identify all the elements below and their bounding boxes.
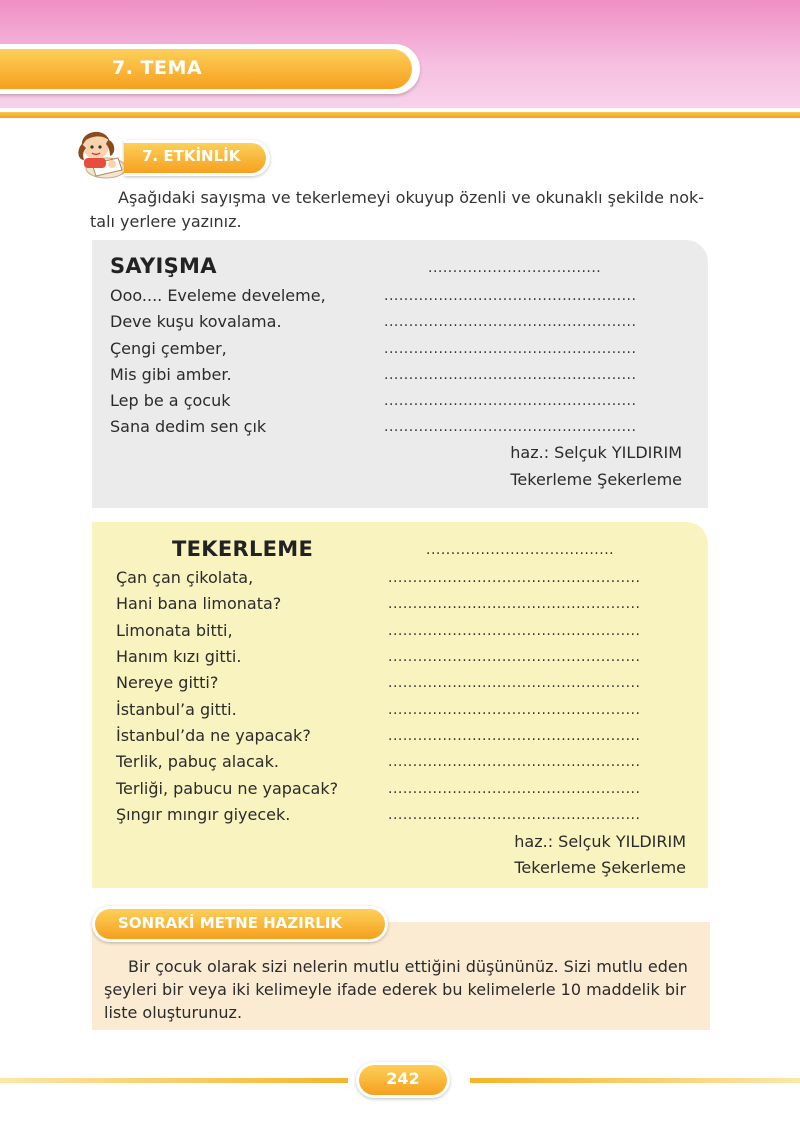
sayisma-title: SAYIŞMA	[110, 254, 217, 278]
tekerleme-line-6: İstanbul’a gitti.	[116, 700, 237, 719]
tekerleme-credit-book: Tekerleme Şekerleme	[514, 858, 686, 877]
sayisma-answer-line-1[interactable]: ...................................................	[384, 288, 637, 304]
tekerleme-answer-line-7[interactable]: ...................................................	[388, 728, 641, 744]
tekerleme-answer-line-8[interactable]: ...................................................	[388, 754, 641, 770]
sayisma-title-answer-line[interactable]: ...................................	[428, 260, 602, 276]
tekerleme-line-7: İstanbul’da ne yapacak?	[116, 726, 311, 745]
tekerleme-answer-line-10[interactable]: ...................................................	[388, 807, 641, 823]
next-text-body	[104, 955, 698, 1024]
sayisma-line-5: Lep be a çocuk	[110, 391, 231, 410]
sayisma-answer-line-6[interactable]: ...................................................	[384, 419, 637, 435]
activity-label: 7. ETKİNLİK	[142, 147, 241, 165]
tekerleme-title-answer-line[interactable]: ......................................	[426, 542, 615, 558]
sayisma-line-6: Sana dedim sen çık	[110, 417, 267, 436]
sayisma-line-1: Ooo.... Eveleme develeme,	[110, 286, 326, 305]
tekerleme-answer-line-4[interactable]: ...................................................	[388, 649, 641, 665]
tekerleme-answer-line-1[interactable]: ...................................................	[388, 570, 641, 586]
tekerleme-line-10: Şıngır mıngır giyecek.	[116, 805, 291, 824]
next-text-label: SONRAKİ METNE HAZIRLIK	[118, 914, 343, 932]
tekerleme-line-4: Hanım kızı gitti.	[116, 647, 242, 666]
sayisma-line-2: Deve kuşu kovalama.	[110, 312, 282, 331]
sayisma-answer-line-3[interactable]: ...................................................	[384, 341, 637, 357]
tekerleme-line-3: Limonata bitti,	[116, 621, 233, 640]
sayisma-line-4: Mis gibi amber.	[110, 365, 232, 384]
sayisma-answer-line-2[interactable]: ...................................................	[384, 314, 637, 330]
tekerleme-title: TEKERLEME	[172, 537, 314, 561]
theme-label: 7. TEMA	[112, 57, 203, 79]
tekerleme-line-5: Nereye gitti?	[116, 673, 219, 692]
tekerleme-credit-author: haz.: Selçuk YILDIRIM	[514, 832, 686, 851]
tekerleme-line-1: Çan çan çikolata,	[116, 568, 254, 587]
tekerleme-line-9: Terliği, pabucu ne yapacak?	[116, 779, 339, 798]
sayisma-credit-author: haz.: Selçuk YILDIRIM	[510, 443, 682, 462]
theme-pill	[0, 44, 420, 94]
footer-line-left	[0, 1078, 348, 1083]
tekerleme-line-8: Terlik, pabuç alacak.	[116, 752, 279, 771]
instruction-line-1: Aşağıdaki sayışma ve tekerlemeyi okuyup özenli ve okunaklı şekilde nok-	[118, 188, 705, 207]
instruction-text	[90, 186, 710, 234]
sayisma-answer-line-5[interactable]: ...................................................	[384, 393, 637, 409]
sayisma-credit-book: Tekerleme Şekerleme	[510, 470, 682, 489]
tekerleme-answer-line-3[interactable]: ...................................................	[388, 623, 641, 639]
tekerleme-answer-line-9[interactable]: ...................................................	[388, 781, 641, 797]
next-text-paragraph: Bir çocuk olarak sizi nelerin mutlu ettiğini düşününüz. Sizi mutlu eden şeyleri bir veya iki kelimeyle ifade ederek bu kelimelerle 10 maddelik bir liste oluşturunuz.	[104, 957, 688, 1022]
page-number: 242	[386, 1069, 420, 1088]
tekerleme-answer-line-5[interactable]: ...................................................	[388, 675, 641, 691]
instruction-line-2: talı yerlere yazınız.	[90, 212, 242, 231]
sayisma-line-3: Çengi çember,	[110, 339, 227, 358]
child-reading-icon	[72, 124, 132, 180]
header-divider	[0, 112, 800, 118]
tekerleme-answer-line-6[interactable]: ...................................................	[388, 702, 641, 718]
tekerleme-answer-line-2[interactable]: ...................................................	[388, 596, 641, 612]
tekerleme-line-2: Hani bana limonata?	[116, 594, 282, 613]
footer-line-right	[470, 1078, 800, 1083]
sayisma-answer-line-4[interactable]: ...................................................	[384, 367, 637, 383]
